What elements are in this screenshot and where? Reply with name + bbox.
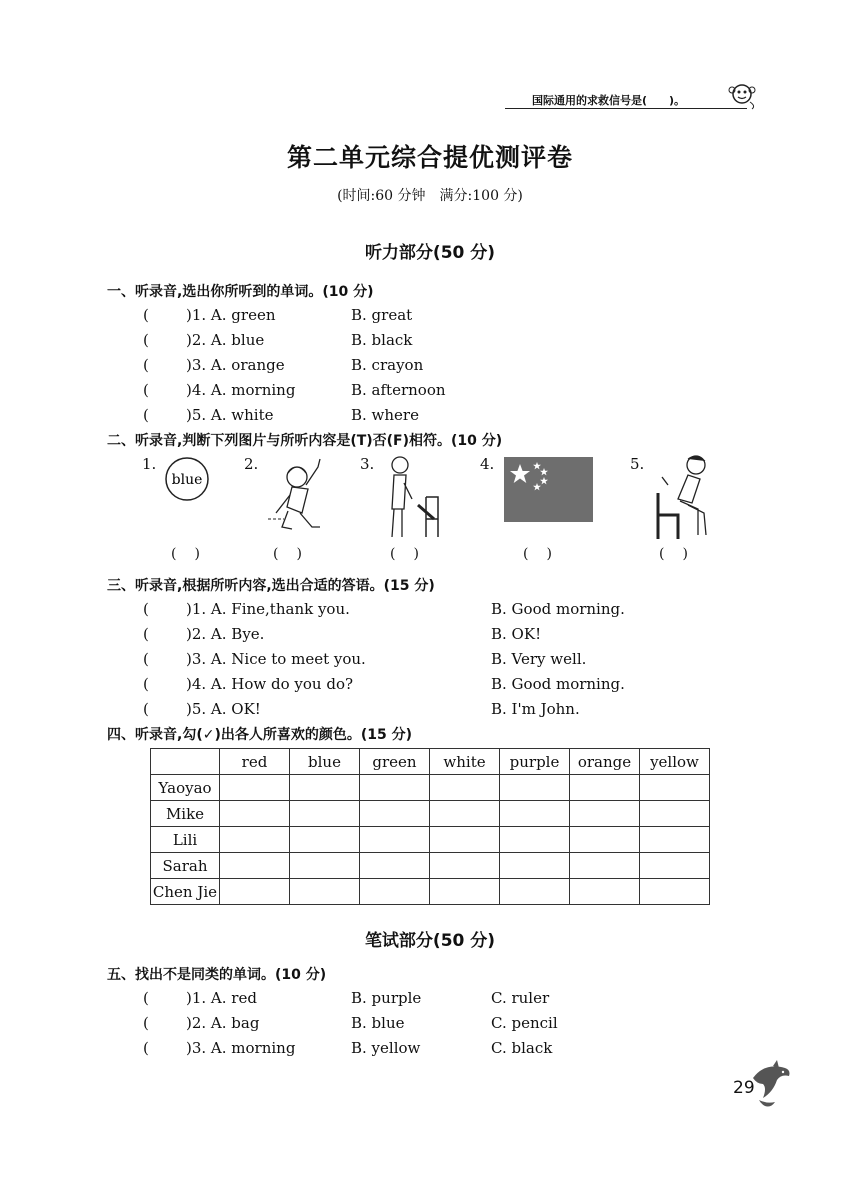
row-name: Chen Jie [151,879,220,905]
list-item: ( )4. A. morning B. afternoon [143,381,446,399]
section2-title: 二、听录音,判断下列图片与所听内容是(T)否(F)相符。(10 分) [107,433,503,449]
check-cell[interactable] [360,827,430,853]
table-row [151,827,710,853]
section5-title: 五、找出不是同类的单词。(10 分) [107,967,327,983]
check-cell[interactable] [640,827,710,853]
check-cell[interactable] [220,801,290,827]
answer-blank[interactable]: ( [143,381,149,399]
table-corner [151,749,220,775]
check-cell[interactable] [290,801,360,827]
list-item: ( )3. A. Nice to meet you. B. Very well. [143,650,587,668]
check-cell[interactable] [500,775,570,801]
answer-blank[interactable]: ( [143,356,149,374]
answer-blank[interactable]: ( [143,675,149,693]
list-item: ( )4. A. How do you do? B. Good morning. [143,675,625,693]
picture-number: 2. [244,455,259,473]
answer-blank[interactable]: ( [143,306,149,324]
picture-number: 4. [480,455,495,473]
answer-blank[interactable]: ( [143,1014,149,1032]
table-header-row [151,749,710,775]
column-header: yellow [640,749,710,775]
row-name: Lili [151,827,220,853]
list-item: ( )3. A. morning B. yellow C. black [143,1039,553,1057]
check-cell[interactable] [500,827,570,853]
check-cell[interactable] [500,879,570,905]
picture-label: blue [171,472,203,488]
answer-blank[interactable]: () [273,546,320,562]
list-item: ( )2. A. bag B. blue C. pencil [143,1014,558,1032]
header-divider [505,108,747,109]
table-row [151,775,710,801]
answer-blank[interactable]: () [171,546,218,562]
check-cell[interactable] [570,827,640,853]
answer-blank[interactable]: () [523,546,570,562]
page-number: 29 [733,1078,755,1098]
boy-sitting-down-icon [648,453,718,543]
row-name: Mike [151,801,220,827]
check-cell[interactable] [640,879,710,905]
chinese-flag-icon [504,457,594,523]
answer-blank[interactable]: ( [143,331,149,349]
check-cell[interactable] [430,853,500,879]
check-cell[interactable] [430,775,500,801]
check-cell[interactable] [360,879,430,905]
column-header: red [220,749,290,775]
check-cell[interactable] [570,853,640,879]
list-item: ( )2. A. Bye. B. OK! [143,625,542,643]
table-row [151,853,710,879]
answer-blank[interactable]: ( [143,600,149,618]
section3-title: 三、听录音,根据所听内容,选出合适的答语。(15 分) [107,578,435,594]
check-cell[interactable] [220,853,290,879]
column-header: white [430,749,500,775]
check-cell[interactable] [430,879,500,905]
table-row [151,801,710,827]
listening-part-title: 听力部分(50 分) [364,243,496,263]
answer-blank[interactable]: ( [143,989,149,1007]
list-item: ( )1. A. green B. great [143,306,413,324]
check-cell[interactable] [570,879,640,905]
column-header: blue [290,749,360,775]
list-item: ( )1. A. red B. purple C. ruler [143,989,550,1007]
check-cell[interactable] [360,801,430,827]
check-cell[interactable] [220,775,290,801]
check-cell[interactable] [290,775,360,801]
check-cell[interactable] [500,853,570,879]
girl-touching-ground-icon [262,455,332,543]
monkey-mascot-icon [712,76,756,110]
header-note: 国际通用的求救信号是( )。 [532,94,686,107]
picture-number: 1. [142,455,157,473]
table-row [151,879,710,905]
list-item: ( )5. A. white B. where [143,406,419,424]
section1-title: 一、听录音,选出你所听到的单词。(10 分) [107,284,374,300]
row-name: Yaoyao [151,775,220,801]
row-name: Sarah [151,853,220,879]
column-header: purple [500,749,570,775]
check-cell[interactable] [640,775,710,801]
list-item: ( )1. A. Fine,thank you. B. Good morning. [143,600,625,618]
section4-title: 四、听录音,勾(✓)出各人所喜欢的颜色。(15 分) [107,727,412,743]
writing-part-title: 笔试部分(50 分) [364,931,496,951]
check-cell[interactable] [360,775,430,801]
answer-blank[interactable]: ( [143,650,149,668]
check-cell[interactable] [290,827,360,853]
check-cell[interactable] [500,801,570,827]
check-cell[interactable] [570,775,640,801]
check-cell[interactable] [290,879,360,905]
column-header: green [360,749,430,775]
list-item: ( )5. A. OK! B. I'm John. [143,700,580,718]
answer-blank[interactable]: ( [143,625,149,643]
check-cell[interactable] [360,853,430,879]
check-cell[interactable] [570,801,640,827]
picture-number: 3. [360,455,375,473]
man-pointing-chair-icon [378,453,448,543]
answer-blank[interactable]: ( [143,406,149,424]
check-cell[interactable] [430,801,500,827]
answer-blank[interactable]: () [390,546,437,562]
check-cell[interactable] [290,853,360,879]
color-table [150,748,710,905]
picture-number: 5. [630,455,645,473]
list-item: ( )3. A. orange B. crayon [143,356,424,374]
blue-circle-icon [162,455,212,503]
answer-blank[interactable]: () [659,546,706,562]
answer-blank[interactable]: ( [143,1039,149,1057]
page-subtitle: (时间:60 分钟 满分:100 分) [337,188,523,204]
column-header: orange [570,749,640,775]
check-cell[interactable] [220,879,290,905]
list-item: ( )2. A. blue B. black [143,331,413,349]
check-cell[interactable] [640,801,710,827]
answer-blank[interactable]: ( [143,700,149,718]
page-title: 第二单元综合提优测评卷 [286,143,573,172]
check-cell[interactable] [430,827,500,853]
check-cell[interactable] [220,827,290,853]
check-cell[interactable] [640,853,710,879]
dolphin-icon [745,1058,795,1110]
